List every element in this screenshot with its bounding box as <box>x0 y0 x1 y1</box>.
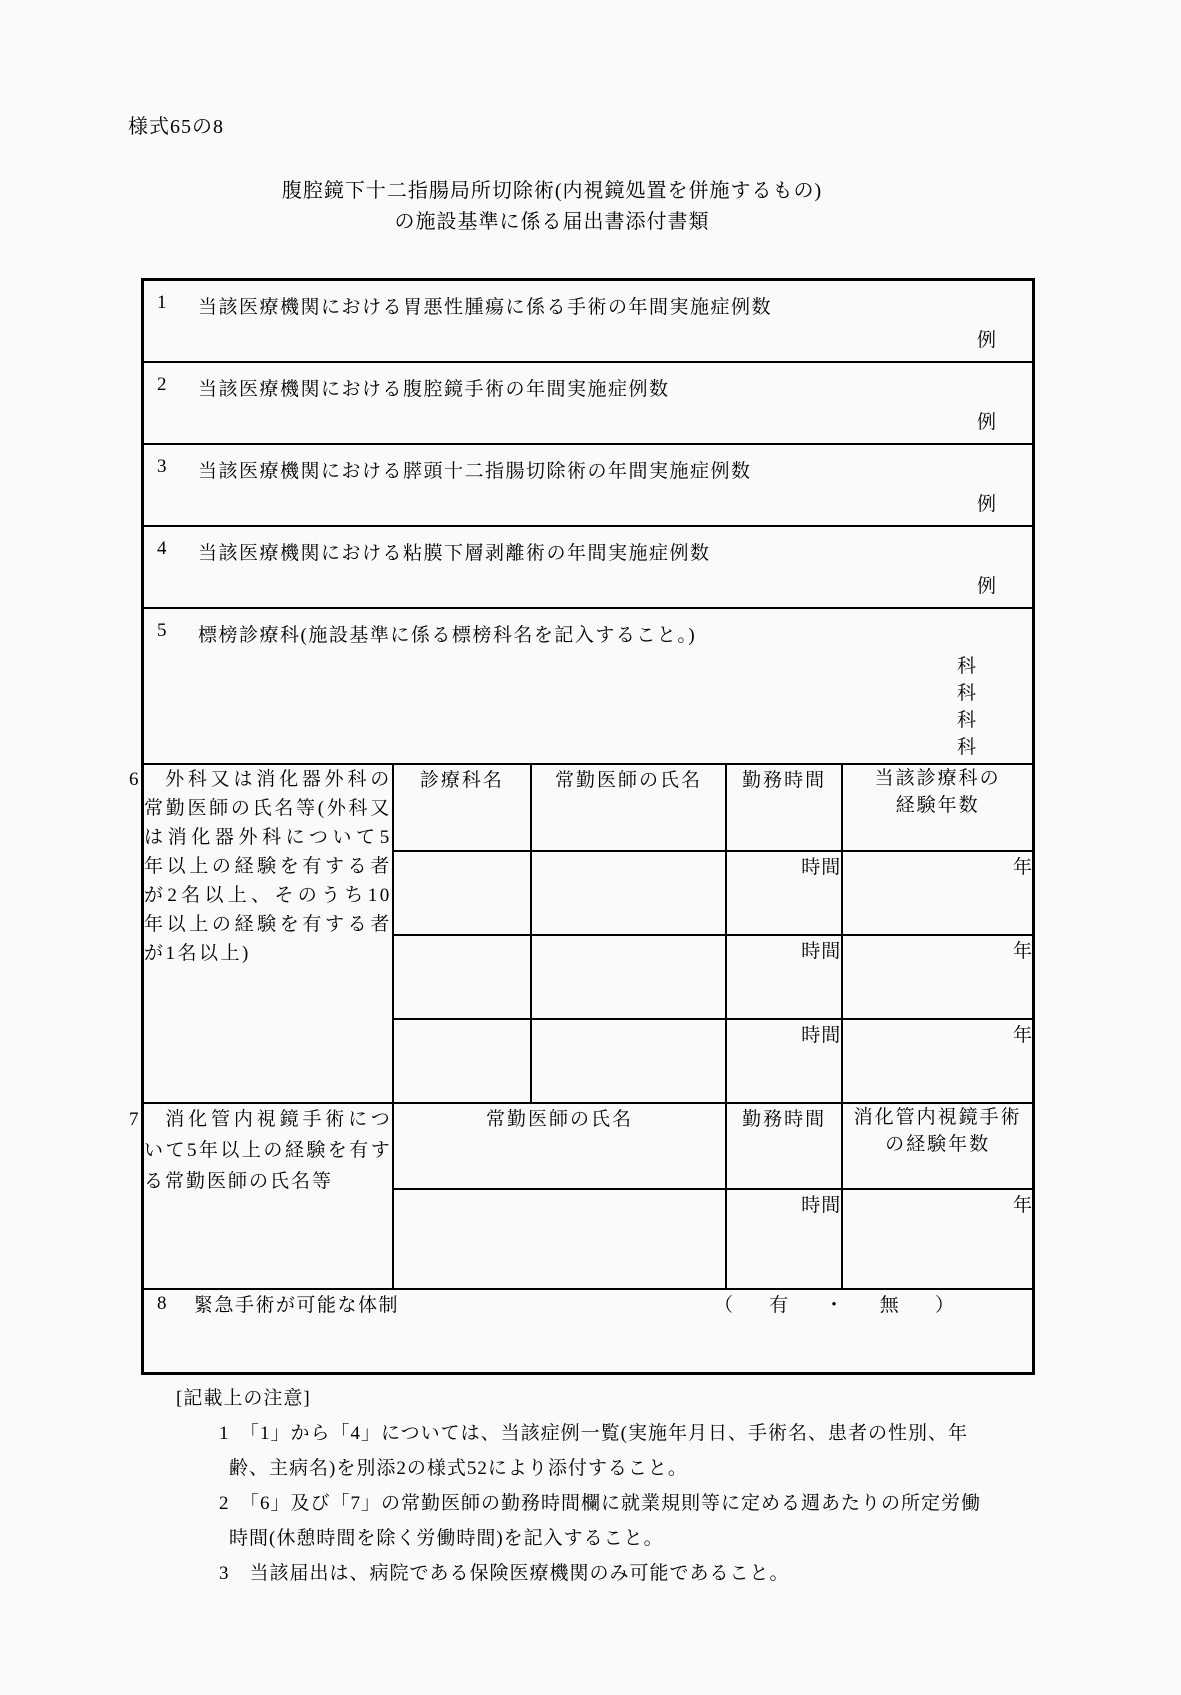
section-7-header-row <box>143 1103 1034 1189</box>
doctor-name-field-1 <box>531 851 726 935</box>
table-row-4 <box>143 526 1034 608</box>
column-header-doctor-name: 常勤医師の氏名 <box>531 764 726 851</box>
department-unit-2: 科 <box>956 683 976 704</box>
table-row-5 <box>143 608 1034 764</box>
emergency-surgery-line <box>144 1290 1032 1317</box>
row-5-number: 5 <box>157 620 168 641</box>
row-5-label: 標榜診療科(施設基準に係る標榜科名を記入すること。) <box>198 625 697 646</box>
department-unit-3: 科 <box>956 710 976 731</box>
row-5-label-line <box>144 609 1032 647</box>
experience-years-field-3: 年 <box>842 1019 1033 1103</box>
section-6-label: 6 外科又は消化器外科の常勤医師の氏名等(外科又は消化器外科について5年以上の経験を有する者が2名以上、そのうち10年以上の経験を有する者が1名以上) <box>143 764 393 1103</box>
endoscopy-doctor-name-field <box>393 1189 726 1289</box>
work-hours-field-2: 時間 <box>726 935 842 1019</box>
row-2-label: 当該医療機関における腹腔鏡手術の年間実施症例数 <box>198 379 670 400</box>
row-1-label-line <box>144 281 1032 319</box>
row-4-label: 当該医療機関における粘膜下層剥離術の年間実施症例数 <box>198 543 711 564</box>
row-4-unit: 例 <box>976 576 996 597</box>
row-4-number: 4 <box>157 538 168 559</box>
row-1-label: 当該医療機関における胃悪性腫瘍に係る手術の年間実施症例数 <box>198 297 773 318</box>
endoscopy-experience-header-line1: 消化管内視鏡手術 <box>853 1107 1022 1128</box>
note-item-1: 1 「1」から「4」については、当該症例一覧(実施年月日、手術名、患者の性別、年齢、主病名)を別添2の様式52により添付すること。 <box>219 1423 968 1479</box>
row-1-number: 1 <box>157 292 168 313</box>
annual-cases-row-1 <box>143 280 1034 363</box>
department-unit-lines <box>144 653 1032 761</box>
section-6-header-row <box>143 764 1034 851</box>
experience-header-line1: 当該診療科の <box>874 768 1001 789</box>
row-8-label: 緊急手術が可能な体制 <box>194 1295 400 1316</box>
notes-heading: [記載上の注意] <box>176 1388 311 1409</box>
table-row-1 <box>143 280 1034 363</box>
clinical-departments-row <box>143 608 1034 764</box>
endoscopy-experience-header-line2: の経験年数 <box>885 1134 991 1155</box>
document-title <box>0 176 1104 238</box>
document-title-line1: 腹腔鏡下十二指腸局所切除術(内視鏡処置を併施するもの) <box>281 180 823 202</box>
endoscopy-work-hours-header: 勤務時間 <box>726 1103 842 1189</box>
open-paren: （ <box>714 1295 734 1316</box>
column-header-work-hours: 勤務時間 <box>726 764 842 851</box>
endoscopy-work-hours-field: 時間 <box>726 1189 842 1289</box>
notes-section <box>176 1381 991 1591</box>
annual-cases-row-2 <box>143 362 1034 444</box>
department-field-2 <box>393 935 531 1019</box>
form-code: 様式65の8 <box>128 116 224 138</box>
doctor-name-field-2 <box>531 935 726 1019</box>
column-header-department: 診療科名 <box>393 764 531 851</box>
option-no: 無 <box>879 1295 899 1316</box>
row-3-label: 当該医療機関における膵頭十二指腸切除術の年間実施症例数 <box>198 461 752 482</box>
department-unit-4: 科 <box>956 737 976 758</box>
row-3-number: 3 <box>157 456 168 477</box>
experience-years-field-2: 年 <box>842 935 1033 1019</box>
department-field-1 <box>393 851 531 935</box>
doctor-name-field-3 <box>531 1019 726 1103</box>
note-item-2: 2 「6」及び「7」の常勤医師の勤務時間欄に就業規則等に定める週あたりの所定労働時間(休憩時間を除く労働時間)を記入すること。 <box>219 1493 982 1549</box>
row-2-number: 2 <box>157 374 168 395</box>
note-item-3: 3 当該届出は、病院である保険医療機関のみ可能であること。 <box>219 1563 790 1584</box>
work-hours-field-1: 時間 <box>726 851 842 935</box>
option-separator-dot: ・ <box>824 1295 844 1316</box>
experience-years-field-1: 年 <box>842 851 1033 935</box>
annual-cases-row-3 <box>143 444 1034 526</box>
row-2-unit: 例 <box>976 412 996 433</box>
main-form-table <box>129 278 1035 1375</box>
endoscopy-doctor-name-header: 常勤医師の氏名 <box>393 1103 726 1189</box>
table-row-2 <box>143 362 1034 444</box>
row-2-label-line <box>144 363 1032 401</box>
row-4-label-line <box>144 527 1032 565</box>
table-row-3 <box>143 444 1034 526</box>
column-header-experience-years <box>842 764 1033 851</box>
yes-no-options <box>714 1290 954 1317</box>
row-3-unit: 例 <box>976 494 996 515</box>
department-unit-1: 科 <box>956 656 976 677</box>
emergency-surgery-row <box>143 1289 1034 1374</box>
work-hours-field-3: 時間 <box>726 1019 842 1103</box>
annual-cases-row-4 <box>143 526 1034 608</box>
endoscopy-experience-header <box>842 1103 1033 1189</box>
row-8-number: 8 <box>157 1292 168 1314</box>
section-7-label: 7 消化管内視鏡手術について5年以上の経験を有する常勤医師の氏名等 <box>143 1103 393 1289</box>
document-title-line2: の施設基準に係る届出書添付書類 <box>394 211 710 233</box>
close-paren: ） <box>934 1295 954 1316</box>
option-yes: 有 <box>769 1295 789 1316</box>
row-1-unit: 例 <box>976 330 996 351</box>
row-3-label-line <box>144 445 1032 483</box>
endoscopy-experience-years-field: 年 <box>842 1189 1033 1289</box>
department-field-3 <box>393 1019 531 1103</box>
table-row-8 <box>143 1289 1034 1374</box>
experience-header-line2: 経験年数 <box>895 795 980 816</box>
